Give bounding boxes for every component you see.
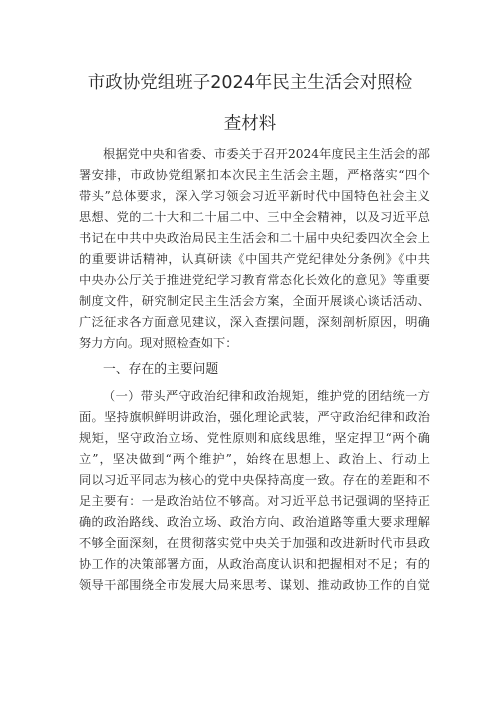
intro-line: 中央办公厅关于推进党纪学习教育常态化长效化的意见》等重要 — [79, 273, 430, 287]
intro-line: 署安排，市政协党组紧扣本次民主生活会主题，严格落实“四个 — [79, 168, 430, 182]
section-line: 确的政治路线、政治立场、政治方向、政治道路等重大要求理解 — [79, 515, 430, 529]
intro-line: 广泛征求各方面意见建议，深入查摆问题，深刻剖析原因，明确 — [79, 315, 430, 329]
intro-line: 的重要讲话精神，认真研读《中国共产党纪律处分条例》《中共 — [79, 252, 430, 266]
section-line: 足主要有：一是政治站位不够高。对习近平总书记强调的坚持正 — [79, 494, 430, 508]
document-title-line-2: 查材料 — [223, 114, 277, 134]
section-line: （一）带头严守政治纪律和政治规矩，维护党的团结统一方 — [103, 389, 430, 403]
intro-line: 制度文件，研究制定民主生活会方案，全面开展谈心谈话活动、 — [79, 294, 430, 308]
section-line: 不够全面深刻，在贯彻落实党中央关于加强和改进新时代市县政 — [79, 536, 430, 550]
section-line: 面。坚持旗帜鲜明讲政治，强化理论武装，严守政治纪律和政治 — [79, 410, 430, 424]
intro-line: 根据党中央和省委、市委关于召开2024年度民主生活会的部 — [103, 147, 430, 161]
intro-line: 努力方向。现对照检查如下： — [79, 336, 238, 350]
section-line: 立”，坚决做到“两个维护”，始终在思想上、政治上、行动上 — [79, 452, 430, 466]
section-heading: 一、存在的主要问题 — [103, 362, 219, 377]
document-title-line-1: 市政协党组班子2024年民主生活会对照检 — [87, 73, 413, 93]
intro-line: 书记在中共中央政治局民主生活会和二十届中央纪委四次全会上 — [79, 231, 430, 245]
section-line: 规矩，坚守政治立场、党性原则和底线思维，坚定捍卫“两个确 — [79, 431, 430, 445]
intro-line: 思想、党的二十大和二十届二中、三中全会精神，以及习近平总 — [79, 210, 430, 224]
section-line: 领导干部围绕全市发展大局来思考、谋划、推动政协工作的自觉 — [79, 578, 430, 592]
section-line: 同以习近平同志为核心的党中央保持高度一致。存在的差距和不 — [79, 473, 430, 487]
section-line: 协工作的决策部署方面，从政治高度认识和把握相对不足；有的 — [79, 557, 430, 571]
intro-line: 带头”总体要求，深入学习领会习近平新时代中国特色社会主义 — [79, 189, 430, 203]
